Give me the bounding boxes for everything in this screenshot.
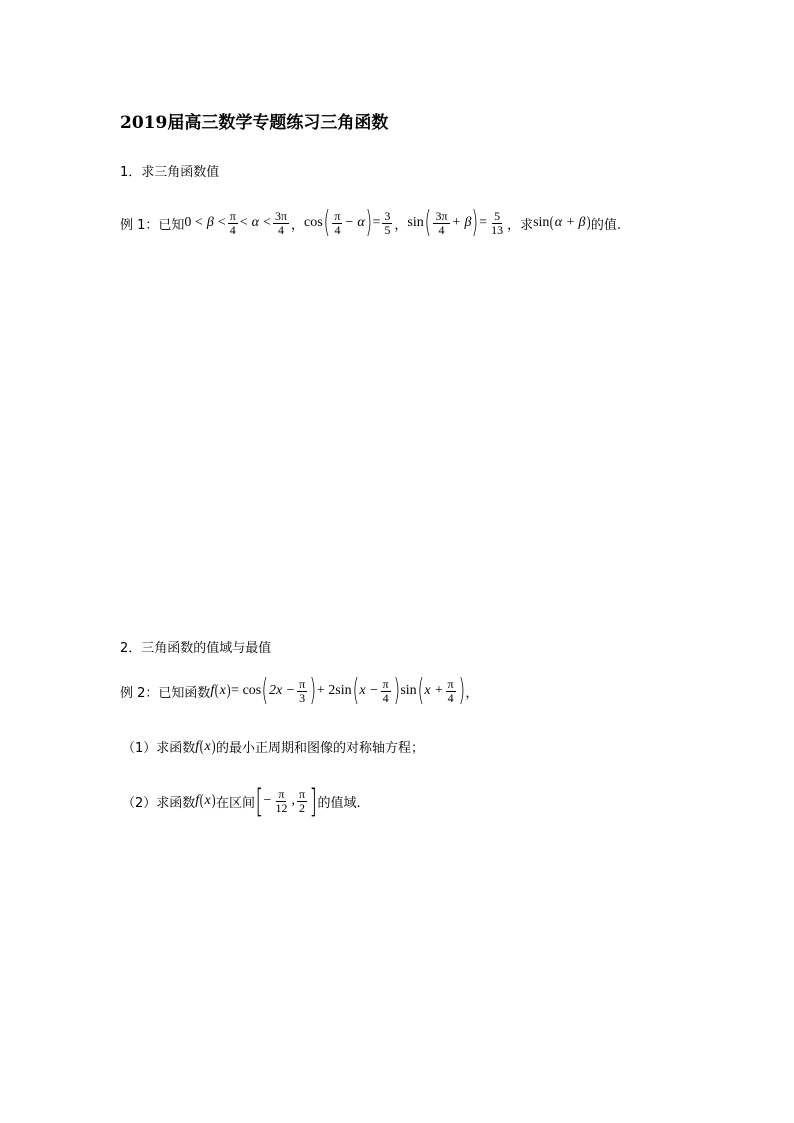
document-title: 2019届高三数学专题练习三角函数 [120, 113, 389, 133]
question-1: （1）求函数 f ( x ) 的最小正周期和图像的对称轴方程； [122, 737, 425, 756]
sin-condition: sin ( $\frac{3\pi}{4}$ + β ) = $\frac{5}{13}$ [407, 205, 504, 240]
fraction-3pi-over-4: $\frac{3\pi}{4}$ [274, 208, 287, 237]
example-2-label: 例 2：已知函数 [120, 685, 211, 701]
target-expression: sin ( α + β ) [533, 214, 591, 231]
example-1: 例 1：已知 0 < β < $\frac{\pi}{4}$ < α < $\frac{3\pi}{4}$ ， cos ( $\frac{\pi}{4}$ − α ) = $\frac{3}{5}$ ， sin ( $\frac{3\pi}{4}$ + β ) = $\frac{5}{13}$ ，求 sin ( α + β ) 的值. [120, 205, 622, 240]
cos-condition: cos ( $\frac{\pi}{4}$ − α ) = $\frac{3}{5}$ [304, 205, 391, 240]
fraction-pi-over-4: $\frac{\pi}{4}$ [229, 208, 236, 237]
section-2-heading: 2．三角函数的值域与最值 [120, 641, 272, 656]
section-1-heading: 1．求三角函数值 [120, 165, 220, 180]
question-2: （2）求函数 f ( x ) 在区间 [ − $\frac{\pi}{12}$ , $\frac{\pi}{2}$ ] 的值域. [122, 782, 361, 820]
interval: [ − $\frac{\pi}{12}$ , $\frac{\pi}{2}$ ] [255, 782, 318, 820]
example-2: 例 2：已知函数 f ( x ) = cos ( 2x − $\frac{\pi}{3}$ ) + 2sin ( x − $\frac{\pi}{4}$ ) sin ( x + $\frac{\pi}{4}$ ) ， [120, 673, 479, 708]
example-1-label: 例 1：已知 [120, 217, 185, 233]
function-definition: f ( x ) = cos ( 2x − $\frac{\pi}{3}$ ) + 2sin ( x − $\frac{\pi}{4}$ ) sin ( x + $\frac{\pi}{4}$ ) [210, 673, 465, 708]
condition-inequality: 0 < β < $\frac{\pi}{4}$ < α < $\frac{3\pi}{4}$ [184, 208, 287, 237]
